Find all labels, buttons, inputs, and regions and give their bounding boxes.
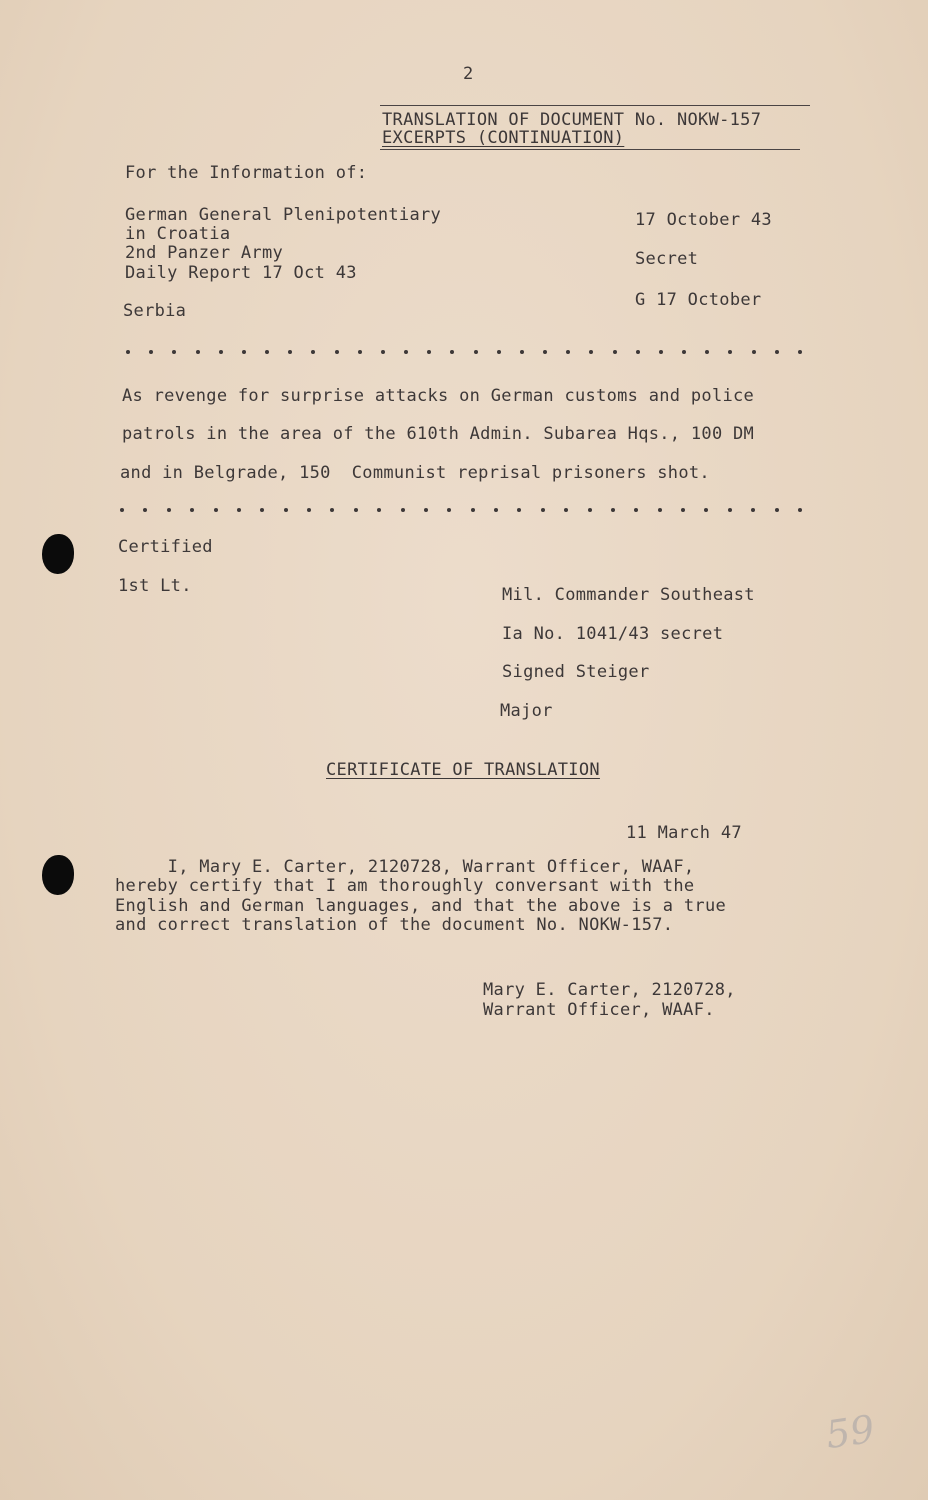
signature-line: Warrant Officer, WAAF. (483, 1000, 715, 1020)
certificate-date: 11 March 47 (626, 823, 742, 843)
certified-rank: 1st Lt. (118, 576, 192, 596)
region-label: Serbia (123, 301, 187, 321)
certificate-title: CERTIFICATE OF TRANSLATION (326, 760, 600, 780)
header-title: TRANSLATION OF DOCUMENT No. NOKW-157 (382, 110, 762, 130)
body-line: and in Belgrade, 150 Communist reprisal prisoners shot. (120, 463, 710, 483)
body-line: As revenge for surprise attacks on German customs and police (122, 386, 755, 406)
addressee-line: German General Plenipotentiary (125, 205, 442, 225)
report-ref: G 17 October (635, 290, 762, 310)
handwritten-page-mark: 59 (823, 1406, 878, 1458)
report-date: 17 October 43 (635, 210, 772, 230)
certificate-line: and correct translation of the document No. NOKW-157. (115, 915, 674, 935)
commander-line: Signed Steiger (502, 662, 650, 682)
punch-hole (42, 534, 74, 574)
header-top-rule (380, 105, 810, 106)
certificate-line: hereby certify that I am thoroughly conversant with the (115, 876, 695, 896)
signature-line: Mary E. Carter, 2120728, (483, 980, 736, 1000)
header-bottom-rule (380, 149, 800, 150)
addressee-line: 2nd Panzer Army (125, 243, 284, 263)
classification: Secret (635, 249, 699, 269)
dotted-separator (120, 508, 802, 512)
commander-line: Ia No. 1041/43 secret (502, 624, 724, 644)
body-line: patrols in the area of the 610th Admin. Subarea Hqs., 100 DM (122, 424, 755, 444)
info-label: For the Information of: (125, 163, 368, 183)
dotted-separator (126, 350, 802, 354)
certificate-line: English and German languages, and that the above is a true (115, 896, 727, 916)
certified-label: Certified (118, 537, 213, 557)
addressee-line: Daily Report 17 Oct 43 (125, 263, 357, 283)
commander-line: Mil. Commander Southeast (502, 585, 755, 605)
commander-line: Major (500, 701, 553, 721)
punch-hole (42, 855, 74, 895)
addressee-line: in Croatia (125, 224, 231, 244)
page-number: 2 (463, 64, 474, 84)
header-subtitle: EXCERPTS (CONTINUATION) (382, 128, 625, 148)
certificate-line: I, Mary E. Carter, 2120728, Warrant Officer, WAAF, (115, 857, 695, 877)
